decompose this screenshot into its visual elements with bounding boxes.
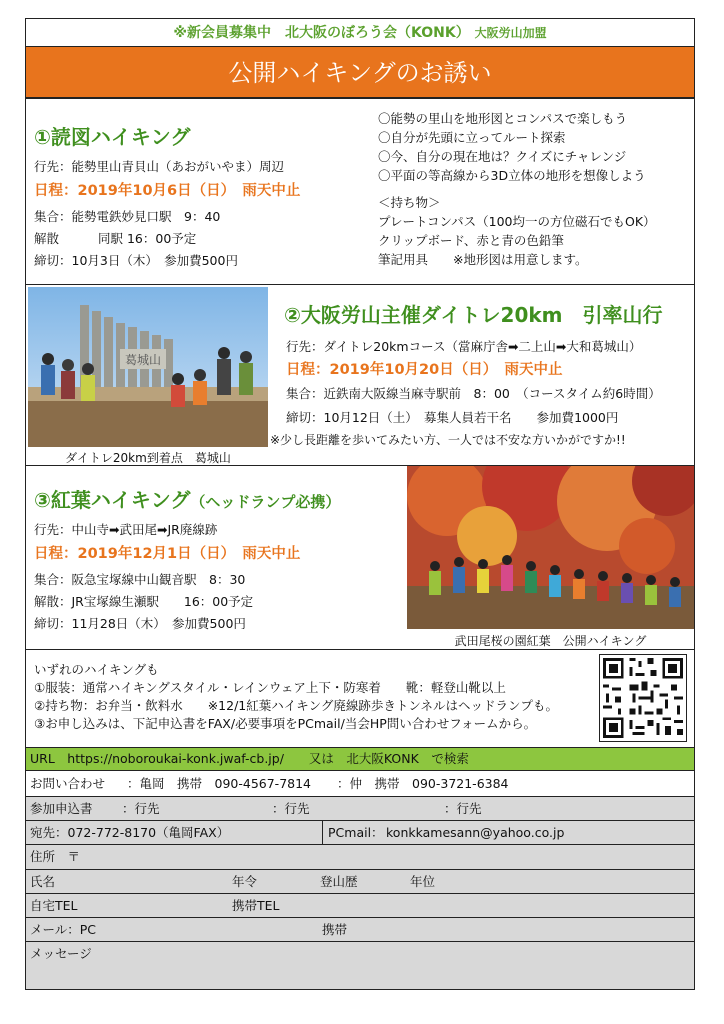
form-row-mail[interactable] [26, 918, 694, 942]
hike1-date: 日程：2019年10月6日（日） 雨天中止 [34, 183, 301, 199]
affiliation: 大阪労山加盟 [474, 26, 547, 40]
contact-row [25, 771, 695, 797]
hike1-point: 〇自分が先頭に立ってルート探索 [378, 130, 566, 145]
form-career: 登山歴 [320, 874, 358, 889]
contact-kameoka: ：亀岡 携帯 090-4567-7814 [127, 776, 312, 791]
hike1-dismissal-label: 解散 [34, 231, 60, 246]
hike2-title: ②大阪労山主催ダイトレ20km 引率山行 [284, 303, 663, 327]
flyer-page [25, 18, 695, 990]
form-home-tel: 自宅TEL [30, 898, 78, 913]
hike3-dismissal: 解散：JR宝塚線生瀬駅 16：00予定 [34, 594, 254, 609]
hike1-section [25, 98, 695, 285]
form-row-fax [26, 821, 694, 845]
form-mail-pc: メール：PC [30, 922, 97, 937]
hike2-date: 日程：2019年10月20日（日） 雨天中止 [286, 362, 563, 378]
hike3-destination: 行先：中山寺➡武田尾➡JR廃線跡 [34, 522, 218, 537]
website-url[interactable]: URL https://noboroukai-konk.jwaf-cb.jp/ 又は 北大阪KONK で検索 [25, 747, 695, 771]
hike1-items-header: ＜持ち物＞ [378, 195, 441, 210]
form-row-application [26, 797, 694, 821]
form-dest-3[interactable]: ：行先 [444, 801, 482, 816]
hike3-deadline: 締切：11月28日（木） 参加費500円 [34, 616, 246, 631]
hike2-note: ※少し長距離を歩いてみたい方、一人では不安な方いかがですか!! [270, 433, 626, 447]
summit-group-photo [28, 287, 268, 447]
hike1-point: 〇能勢の里山を地形図とコンパスで楽しもう [378, 111, 628, 126]
hike3-photo-caption: 武田尾桜の園紅葉 公開ハイキング [454, 634, 647, 648]
form-rank: 年位 [410, 874, 436, 889]
form-divider [322, 821, 323, 844]
hike1-point: 〇今、自分の現在地は？クイズにチャレンジ [378, 149, 627, 164]
qr-code[interactable] [599, 654, 687, 742]
hike3-section [25, 465, 695, 650]
hike3-photo [407, 466, 694, 629]
hike1-item: クリップボード、赤と青の色鉛筆 [378, 233, 564, 248]
recruit-line: ※新会員募集中 北大阪のぼろう会（KONK） [173, 25, 470, 41]
hike2-meeting: 集合：近鉄南大阪線当麻寺駅前 8：00 （コースタイム約6時間） [286, 386, 661, 401]
form-row-tel[interactable] [26, 894, 694, 918]
application-form [25, 797, 695, 990]
hike2-deadline: 締切：10月12日（土） 募集人員若干名 参加費1000円 [286, 410, 619, 425]
form-mobile-tel: 携帯TEL [232, 898, 280, 913]
hike1-title: ①読図ハイキング [34, 125, 191, 149]
banner-title: 公開ハイキングのお誘い [25, 46, 695, 98]
form-pcmail-label: PCmail： [328, 825, 384, 840]
hike1-destination: 行先：能勢里山青貝山（あおがいやま）周辺 [34, 159, 285, 174]
hike1-point: 〇平面の等高線から3D立体の地形を想像しよう [378, 168, 646, 183]
general-intro: いずれのハイキングも [34, 662, 159, 677]
form-age: 年令 [232, 874, 258, 889]
form-row-address[interactable] [26, 845, 694, 870]
hike3-date: 日程：2019年12月1日（日） 雨天中止 [34, 546, 301, 562]
hike1-dismissal-value: 同駅 16：00予定 [98, 231, 197, 246]
autumn-group-photo [407, 466, 694, 629]
hike1-item: プレートコンパス（100均一の方位磁石でもOK） [378, 214, 656, 229]
hike3-title-note: （ヘッドランプ必携） [190, 493, 341, 511]
summit-sign-text: 葛城山 [124, 353, 162, 367]
form-dest-1[interactable]: ：行先 [122, 801, 160, 816]
form-dest-2[interactable]: ：行先 [272, 801, 310, 816]
form-row-message[interactable] [26, 942, 694, 966]
hike3-title [34, 484, 340, 513]
recruit-header [25, 18, 695, 46]
form-address: 住所 〒 [30, 849, 81, 864]
hike3-title-main: ③紅葉ハイキング [34, 488, 191, 512]
general-rule: ①服装：通常ハイキングスタイル・レインウェア上下・防寒着 靴：軽登山靴以上 [34, 680, 506, 695]
form-name: 氏名 [30, 874, 56, 889]
hike1-deadline: 締切：10月3日（木） 参加費500円 [34, 253, 238, 268]
form-fax: 宛先：072-772-8170（亀岡FAX） [30, 825, 230, 840]
hike2-destination: 行先：ダイトレ20kmコース（當麻庁舎➡二上山➡大和葛城山） [286, 339, 642, 354]
hike1-item: 筆記用具 ※地形図は用意します。 [378, 252, 588, 267]
contact-label: お問い合わせ [30, 776, 106, 791]
general-rule: ②持ち物：お弁当・飲料水 ※12/1紅葉ハイキング廃線跡歩きトンネルはヘッドランプも。 [34, 698, 559, 713]
form-pcmail-value[interactable]: konkkamesann@yahoo.co.jp [386, 825, 565, 840]
contact-naka: ：仲 携帯 090-3721-6384 [337, 776, 509, 791]
form-message: メッセージ [30, 946, 92, 961]
hike2-section [25, 284, 695, 466]
hike2-photo [28, 287, 268, 447]
qr-code-icon [600, 655, 686, 741]
form-application-label: 参加申込書 [30, 801, 93, 816]
form-mail-mobile: 携帯 [322, 922, 348, 937]
general-rule: ③お申し込みは、下記申込書をFAX/必要事項をPCmail/当会HP問い合わせフォームから。 [34, 716, 537, 731]
general-info [25, 649, 695, 748]
hike2-photo-caption: ダイトレ20km到着点 葛城山 [65, 451, 231, 465]
form-row-name[interactable] [26, 870, 694, 894]
hike3-meeting: 集合：阪急宝塚線中山観音駅 8：30 [34, 572, 246, 587]
hike1-meeting: 集合：能勢電鉄妙見口駅 9：40 [34, 209, 221, 224]
